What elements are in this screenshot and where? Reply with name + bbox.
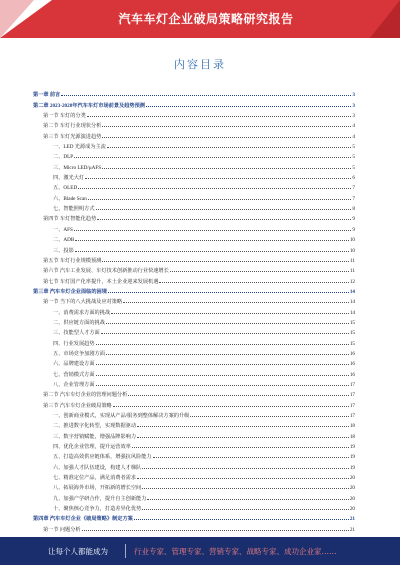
dot-leader [75, 251, 349, 252]
toc-entry[interactable] [33, 419, 355, 429]
toc-page-number: 6 [352, 175, 355, 182]
toc-entry[interactable] [33, 264, 355, 274]
toc-entry-label: 第三节 车灯光源演进趋势 [43, 133, 102, 140]
dot-leader [97, 219, 351, 220]
toc-entry-label: 第三节 汽车车灯企业破局策略 [43, 402, 112, 409]
toc-entry[interactable] [33, 140, 355, 150]
toc-page-number: 14 [349, 288, 355, 295]
dot-leader [106, 323, 349, 324]
dot-leader [78, 188, 351, 189]
toc-entry-label: 三、数字营销赋能，增强品牌影响力 [53, 433, 137, 440]
dot-leader [137, 478, 349, 479]
toc-entry-label: 三、投影 [53, 247, 74, 254]
toc-entry-label: 八、拓展海外市场，开拓新的增长空间 [53, 485, 142, 492]
dot-leader [128, 395, 349, 396]
toc-page-number: 21 [349, 526, 355, 533]
toc-entry[interactable] [33, 326, 355, 336]
toc-entry[interactable] [33, 440, 355, 450]
toc-entry[interactable] [33, 378, 355, 388]
toc-entry-label: 六、加强人才队伍建设，构建人才梯队 [53, 464, 142, 471]
toc-entry[interactable] [33, 150, 355, 160]
dot-leader [101, 333, 349, 334]
toc-page-number: 18 [349, 423, 355, 430]
toc-entry[interactable] [33, 233, 355, 243]
toc-page-number: 7 [352, 195, 355, 202]
toc-page-number: 11 [350, 268, 355, 275]
toc-page-number: 5 [352, 144, 355, 151]
page-header [0, 0, 400, 38]
toc-entry-label: 十、聚焦核心竞争力，打造差异化优势 [53, 506, 142, 513]
dot-leader [137, 426, 349, 427]
dot-leader [87, 116, 352, 117]
toc-entry-label: 第一节 问题分析 [43, 526, 81, 533]
dot-leader [102, 261, 349, 262]
toc-entry-label: 一、消费需求方面的挑战 [53, 309, 111, 316]
toc-entry-label: 四、优化企业管理，提升运营效率 [53, 444, 131, 451]
toc-entry[interactable] [33, 357, 355, 367]
toc-page-number: 20 [349, 506, 355, 513]
toc-entry-label: 三、Micro LED/μAFS [53, 164, 102, 171]
toc-page-number: 5 [352, 164, 355, 171]
toc-entry-label: 第二节 汽车车灯企业的管理问题分析 [43, 392, 128, 399]
toc-page-number: 16 [349, 371, 355, 378]
toc-entry-label: 第四节 车灯智能化趋势 [43, 216, 97, 223]
dot-leader [96, 364, 349, 365]
dot-leader [96, 375, 349, 376]
toc-entry[interactable] [33, 336, 355, 346]
toc-page-number: 9 [352, 226, 355, 233]
toc-entry-label: 二、DLP [53, 154, 74, 161]
toc-entry[interactable] [33, 502, 355, 512]
toc-page-number: 20 [349, 495, 355, 502]
toc-entry-label: 六、品牌建设方面 [53, 361, 95, 368]
table-of-contents [33, 88, 355, 533]
toc-entry[interactable] [33, 243, 355, 253]
toc-entry-label: 一、LED 光源成为主流 [53, 144, 106, 151]
toc-entry-label: 九、加强产学研合作，提升自主创新能力 [53, 495, 147, 502]
dot-leader [146, 106, 351, 107]
toc-entry-label: 七、智能照明方式 [53, 206, 95, 213]
toc-page-number: 4 [352, 133, 355, 140]
dot-leader [111, 313, 349, 314]
dot-leader [108, 292, 349, 293]
dot-leader [88, 199, 352, 200]
toc-entry-label: 一、创新商业模式，实现从产品/服务到整体解决方案的升级 [53, 413, 190, 419]
dot-leader [106, 354, 349, 355]
toc-entry[interactable] [33, 316, 355, 326]
toc-page-number: 18 [349, 433, 355, 440]
toc-entry[interactable] [33, 171, 355, 181]
dot-leader [61, 95, 351, 96]
toc-entry[interactable] [33, 512, 355, 522]
toc-entry[interactable] [33, 274, 355, 284]
toc-page-number: 10 [349, 237, 355, 244]
toc-entry-label: 二、供应链方面的挑战 [53, 319, 105, 326]
toc-entry-label: 第二章 2023-2028年汽车车灯市场前景及趋势预测 [33, 102, 145, 109]
dot-leader [170, 271, 349, 272]
toc-entry[interactable] [33, 181, 355, 191]
toc-entry[interactable] [33, 202, 355, 212]
toc-entry-label: 第七节 车灯国产化率提升，本土企业迎来发展机遇 [43, 278, 159, 285]
toc-page-number: 19 [349, 464, 355, 471]
toc-entry-label: 七、精准定位产品，满足消费者需求 [53, 475, 137, 482]
dot-leader [159, 282, 348, 283]
toc-entry-label: 四、行业发展趋势 [53, 340, 95, 347]
toc-entry[interactable] [33, 429, 355, 439]
header-right-decoration [370, 0, 400, 38]
toc-entry-label: 第三章 汽车车灯企业面临的困境 [33, 288, 107, 295]
toc-entry[interactable] [33, 88, 355, 98]
toc-page-number: 20 [349, 475, 355, 482]
toc-page-number: 15 [349, 319, 355, 326]
dot-leader [102, 126, 351, 127]
report-title: 汽车车灯企业破局策略研究报告 [118, 12, 294, 26]
dot-leader [102, 137, 351, 138]
dot-leader [137, 437, 349, 438]
toc-entry[interactable] [33, 367, 355, 377]
toc-entry-label: 五、市场竞争加剧方面 [53, 350, 105, 357]
toc-entry[interactable] [33, 119, 355, 129]
header-corner-accent [0, 0, 34, 38]
toc-entry[interactable] [33, 347, 355, 357]
toc-entry-label: 七、营销模式方面 [53, 371, 95, 378]
dot-leader [190, 416, 348, 417]
dot-leader [107, 147, 352, 148]
toc-entry-label: 二、ADB [53, 237, 75, 244]
toc-entry-label: 第六节 汽车工业发展、车灯技术创新推动行业快速增长 [43, 268, 169, 275]
toc-page-number: 10 [349, 247, 355, 254]
toc-entry-label: 八、企业管理方面 [53, 381, 95, 388]
toc-entry-label: 第四章 汽车车灯企业《破局策略》制定方案 [33, 516, 133, 523]
dot-leader [142, 509, 349, 510]
toc-entry[interactable] [33, 305, 355, 315]
toc-entry[interactable] [33, 222, 355, 232]
toc-page-number: 15 [349, 330, 355, 337]
toc-page-number: 7 [352, 185, 355, 192]
toc-entry[interactable] [33, 450, 355, 460]
dot-leader [75, 240, 348, 241]
toc-page-number: 12 [349, 278, 355, 285]
dot-leader [147, 499, 348, 500]
page-footer [0, 537, 400, 565]
toc-entry-label: 四、激光大灯 [53, 175, 85, 182]
toc-page-number: 17 [349, 413, 355, 419]
toc-entry[interactable] [33, 522, 355, 532]
toc-entry-label: 二、推进数字化转型，实现数据驱动 [53, 423, 137, 430]
toc-entry[interactable] [33, 388, 355, 398]
dot-leader [74, 230, 352, 231]
toc-entry-label: 第二节 车灯行业现状分析 [43, 123, 102, 130]
dot-leader [134, 519, 349, 520]
toc-entry-label: 第一章 前言 [33, 92, 61, 99]
toc-heading: 内容目录 [174, 58, 226, 71]
toc-entry-label: 五、打造高效供应链体系，增强抗风险能力 [53, 454, 152, 461]
dot-leader [113, 406, 349, 407]
toc-entry-label: 一、AFS [53, 226, 73, 233]
dot-leader [82, 530, 349, 531]
footer-slogan-left: 让每个人都能成为 [48, 547, 108, 556]
toc-entry[interactable] [33, 98, 355, 108]
toc-entry-label: 第一节 当下的八大挑战及应对策略 [43, 299, 123, 306]
footer-slogan-right: 行业专家、管理专家、营销专家、战略专家、成功企业家…… [134, 547, 337, 556]
toc-page-number: 14 [349, 299, 355, 306]
toc-entry[interactable] [33, 160, 355, 170]
dot-leader [96, 209, 352, 210]
toc-page-number: 11 [350, 257, 355, 264]
toc-entry-label: 第一节 车灯的分类 [43, 113, 86, 120]
toc-entry-label: 三、技能型人才方面 [53, 330, 100, 337]
dot-leader [142, 488, 349, 489]
toc-page-number: 9 [352, 216, 355, 223]
toc-entry-label: 第五节 车灯行业规模预测 [43, 257, 102, 264]
toc-page-number: 4 [352, 123, 355, 130]
dot-leader [153, 457, 349, 458]
toc-page-number: 8 [352, 206, 355, 213]
toc-page-number: 19 [349, 444, 355, 451]
toc-page-number: 17 [349, 402, 355, 409]
toc-entry[interactable] [33, 471, 355, 481]
dot-leader [123, 302, 349, 303]
toc-page-number: 14 [349, 309, 355, 316]
toc-page-number: 19 [349, 454, 355, 461]
dot-leader [96, 385, 349, 386]
toc-entry[interactable] [33, 460, 355, 470]
toc-entry[interactable] [33, 295, 355, 305]
footer-divider [125, 544, 126, 558]
toc-entry[interactable] [33, 191, 355, 201]
toc-page-number: 3 [352, 102, 355, 109]
toc-page-number: 17 [349, 392, 355, 399]
dot-leader [74, 157, 351, 158]
toc-entry[interactable] [33, 129, 355, 139]
toc-entry[interactable] [33, 481, 355, 491]
dot-leader [132, 447, 349, 448]
dot-leader [102, 168, 351, 169]
toc-page-number: 20 [349, 485, 355, 492]
toc-page-number: 16 [349, 361, 355, 368]
toc-page-number: 5 [352, 154, 355, 161]
dot-leader [96, 344, 349, 345]
toc-entry-label: 五、OLED [53, 185, 78, 192]
toc-entry[interactable] [33, 409, 355, 419]
toc-entry[interactable] [33, 491, 355, 501]
toc-page-number: 3 [352, 113, 355, 120]
toc-entry-label: 六、Blade Scan [53, 195, 87, 202]
toc-entry[interactable] [33, 285, 355, 295]
toc-page-number: 16 [349, 350, 355, 357]
toc-page-number: 3 [352, 92, 355, 99]
toc-entry[interactable] [33, 254, 355, 264]
toc-entry[interactable] [33, 398, 355, 408]
toc-entry[interactable] [33, 212, 355, 222]
toc-entry[interactable] [33, 109, 355, 119]
toc-page-number: 15 [349, 340, 355, 347]
dot-leader [85, 178, 351, 179]
dot-leader [142, 468, 349, 469]
toc-page-number: 21 [349, 516, 355, 523]
toc-page-number: 17 [349, 381, 355, 388]
